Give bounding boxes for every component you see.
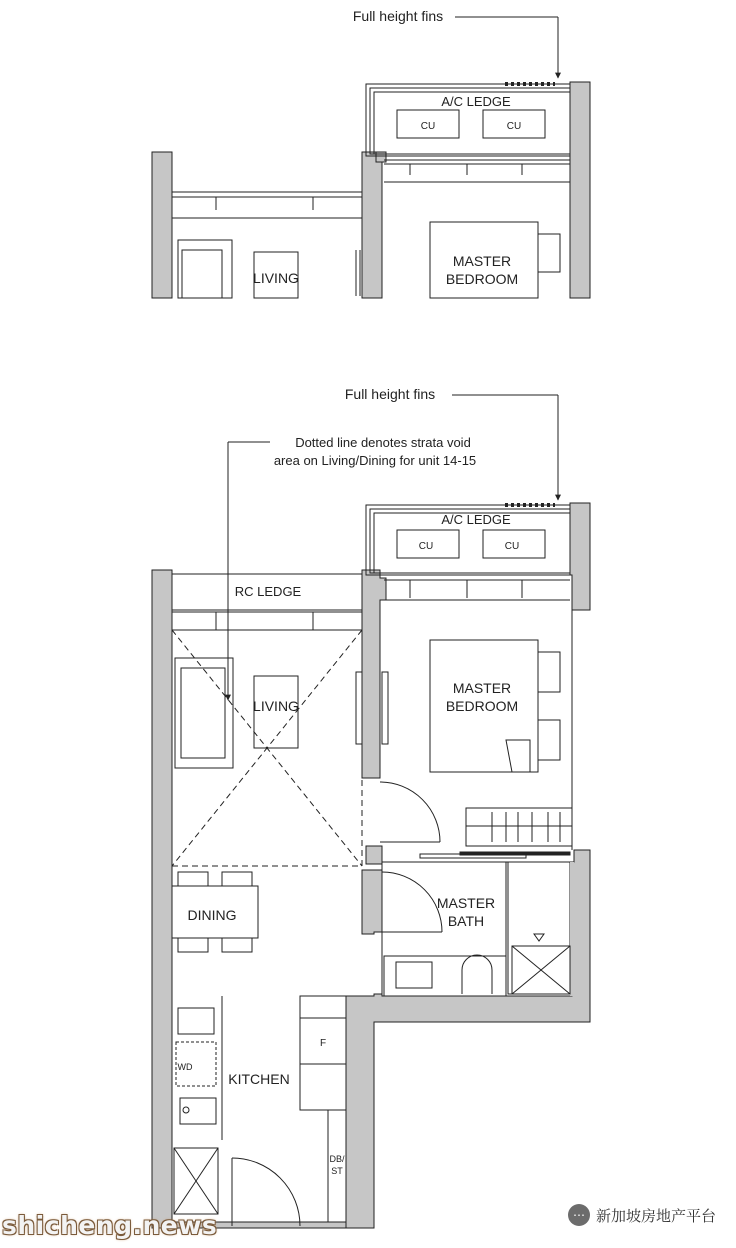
plan-top [152,17,590,298]
channel-name: 新加坡房地产平台 [595,1206,716,1225]
channel-watermark [568,1204,716,1226]
master-bedroom-label-1: MASTER [452,680,512,696]
column-bath [366,846,382,864]
wardrobe [466,808,572,846]
kitchen-label: KITCHEN [228,1071,290,1087]
cu-right-label: CU [504,541,520,552]
dining-label: DINING [187,907,237,923]
top-master-bedroom-label-1: MASTER [452,253,512,269]
wall-outer-left [152,570,172,1228]
wall-right [570,82,590,298]
bedroom-door-swing [380,782,440,842]
top-master-bedroom-label-2: BEDROOM [445,271,519,287]
db-st-label-1: DB/ [329,1154,345,1164]
db-st-label-2: ST [331,1166,343,1176]
wall-middle [362,152,382,298]
fins-label: Full height fins [344,386,436,402]
top-cu-left-label: CU [420,121,436,132]
top-ac-ledge-label: A/C LEDGE [441,94,511,109]
plan-bottom [152,395,590,1228]
hob [178,1008,214,1034]
living-label: LIVING [253,698,299,714]
cu-left-label: CU [418,541,434,552]
living-window-sash [356,672,362,744]
site-watermark: shicheng.news [2,1211,218,1240]
void-note-line2: area on Living/Dining for unit 14-15 [273,453,477,468]
wall-right-upper [570,503,590,610]
entry-door-swing [232,1158,300,1226]
master-bath-label-2: BATH [447,913,485,929]
fridge [300,996,346,1110]
rc-ledge-label: RC LEDGE [234,584,302,599]
sink [180,1098,216,1124]
ac-ledge-label: A/C LEDGE [441,512,511,527]
top-cu-right-label: CU [506,121,522,132]
top-living-label: LIVING [253,270,299,286]
master-bath-label-1: MASTER [436,895,496,911]
master-bedroom-label-2: BEDROOM [445,698,519,714]
washer-dryer-label: WD [177,1062,193,1072]
void-note-line1: Dotted line denotes strata void [295,435,471,450]
top-fins-label: Full height fins [352,8,444,24]
chat-bubble-icon: ⋯ [568,1204,590,1226]
wall-left [152,152,172,298]
sofa [178,240,232,298]
fridge-label: F [319,1038,327,1049]
sofa-2 [175,658,233,768]
